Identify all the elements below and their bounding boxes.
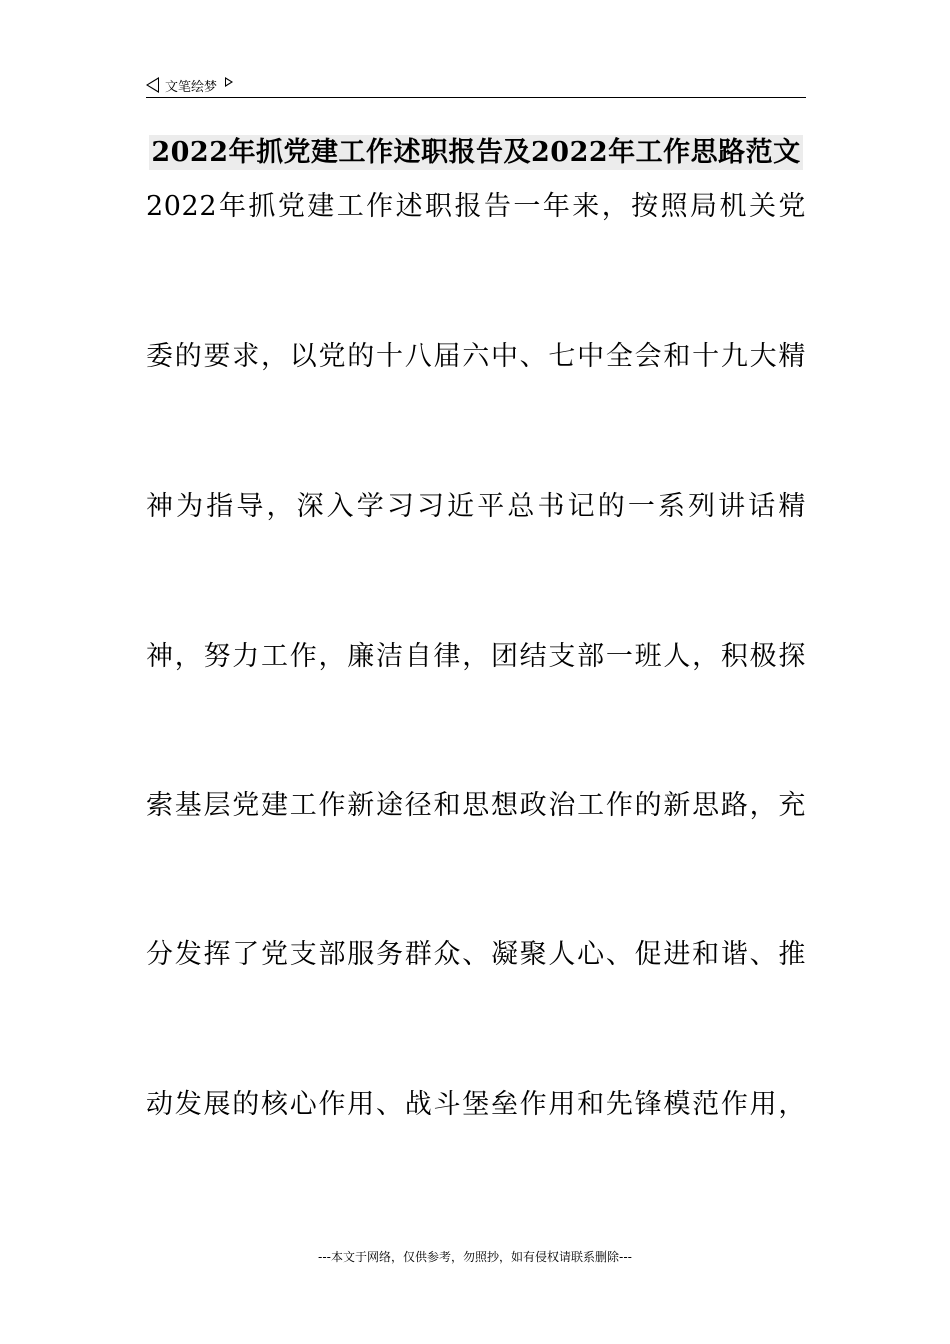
document-title (146, 130, 806, 169)
body-line-3: 神为指导，深入学习习近平总书记的一系列讲话精 (146, 491, 806, 522)
body-line-6: 分发挥了党支部服务群众、凝聚人心、促进和谐、推 (146, 939, 806, 970)
triangle-left-icon (146, 77, 159, 93)
header-brand: 文笔绘梦 (165, 79, 218, 95)
body-line-4: 神，努力工作，廉洁自律，团结支部一班人，积极探 (146, 641, 806, 672)
body-line-5: 索基层党建工作新途径和思想政治工作的新思路，充 (146, 790, 806, 821)
body-line-1: 2022年抓党建工作述职报告一年来，按照局机关党 (146, 191, 806, 222)
header-divider (146, 97, 806, 98)
body-line-7: 动发展的核心作用、战斗堡垒作用和先锋模范作用， (146, 1089, 806, 1120)
page-header (146, 72, 233, 98)
document-title-text: 2022年抓党建工作述职报告及2022年工作思路范文 (151, 137, 801, 168)
footer-notice: ---本文于网络，仅供参考，勿照抄，如有侵权请联系删除--- (318, 1250, 632, 1264)
triangle-right-icon (225, 77, 233, 87)
body-line-2: 委的要求，以党的十八届六中、七中全会和十九大精 (146, 341, 806, 372)
